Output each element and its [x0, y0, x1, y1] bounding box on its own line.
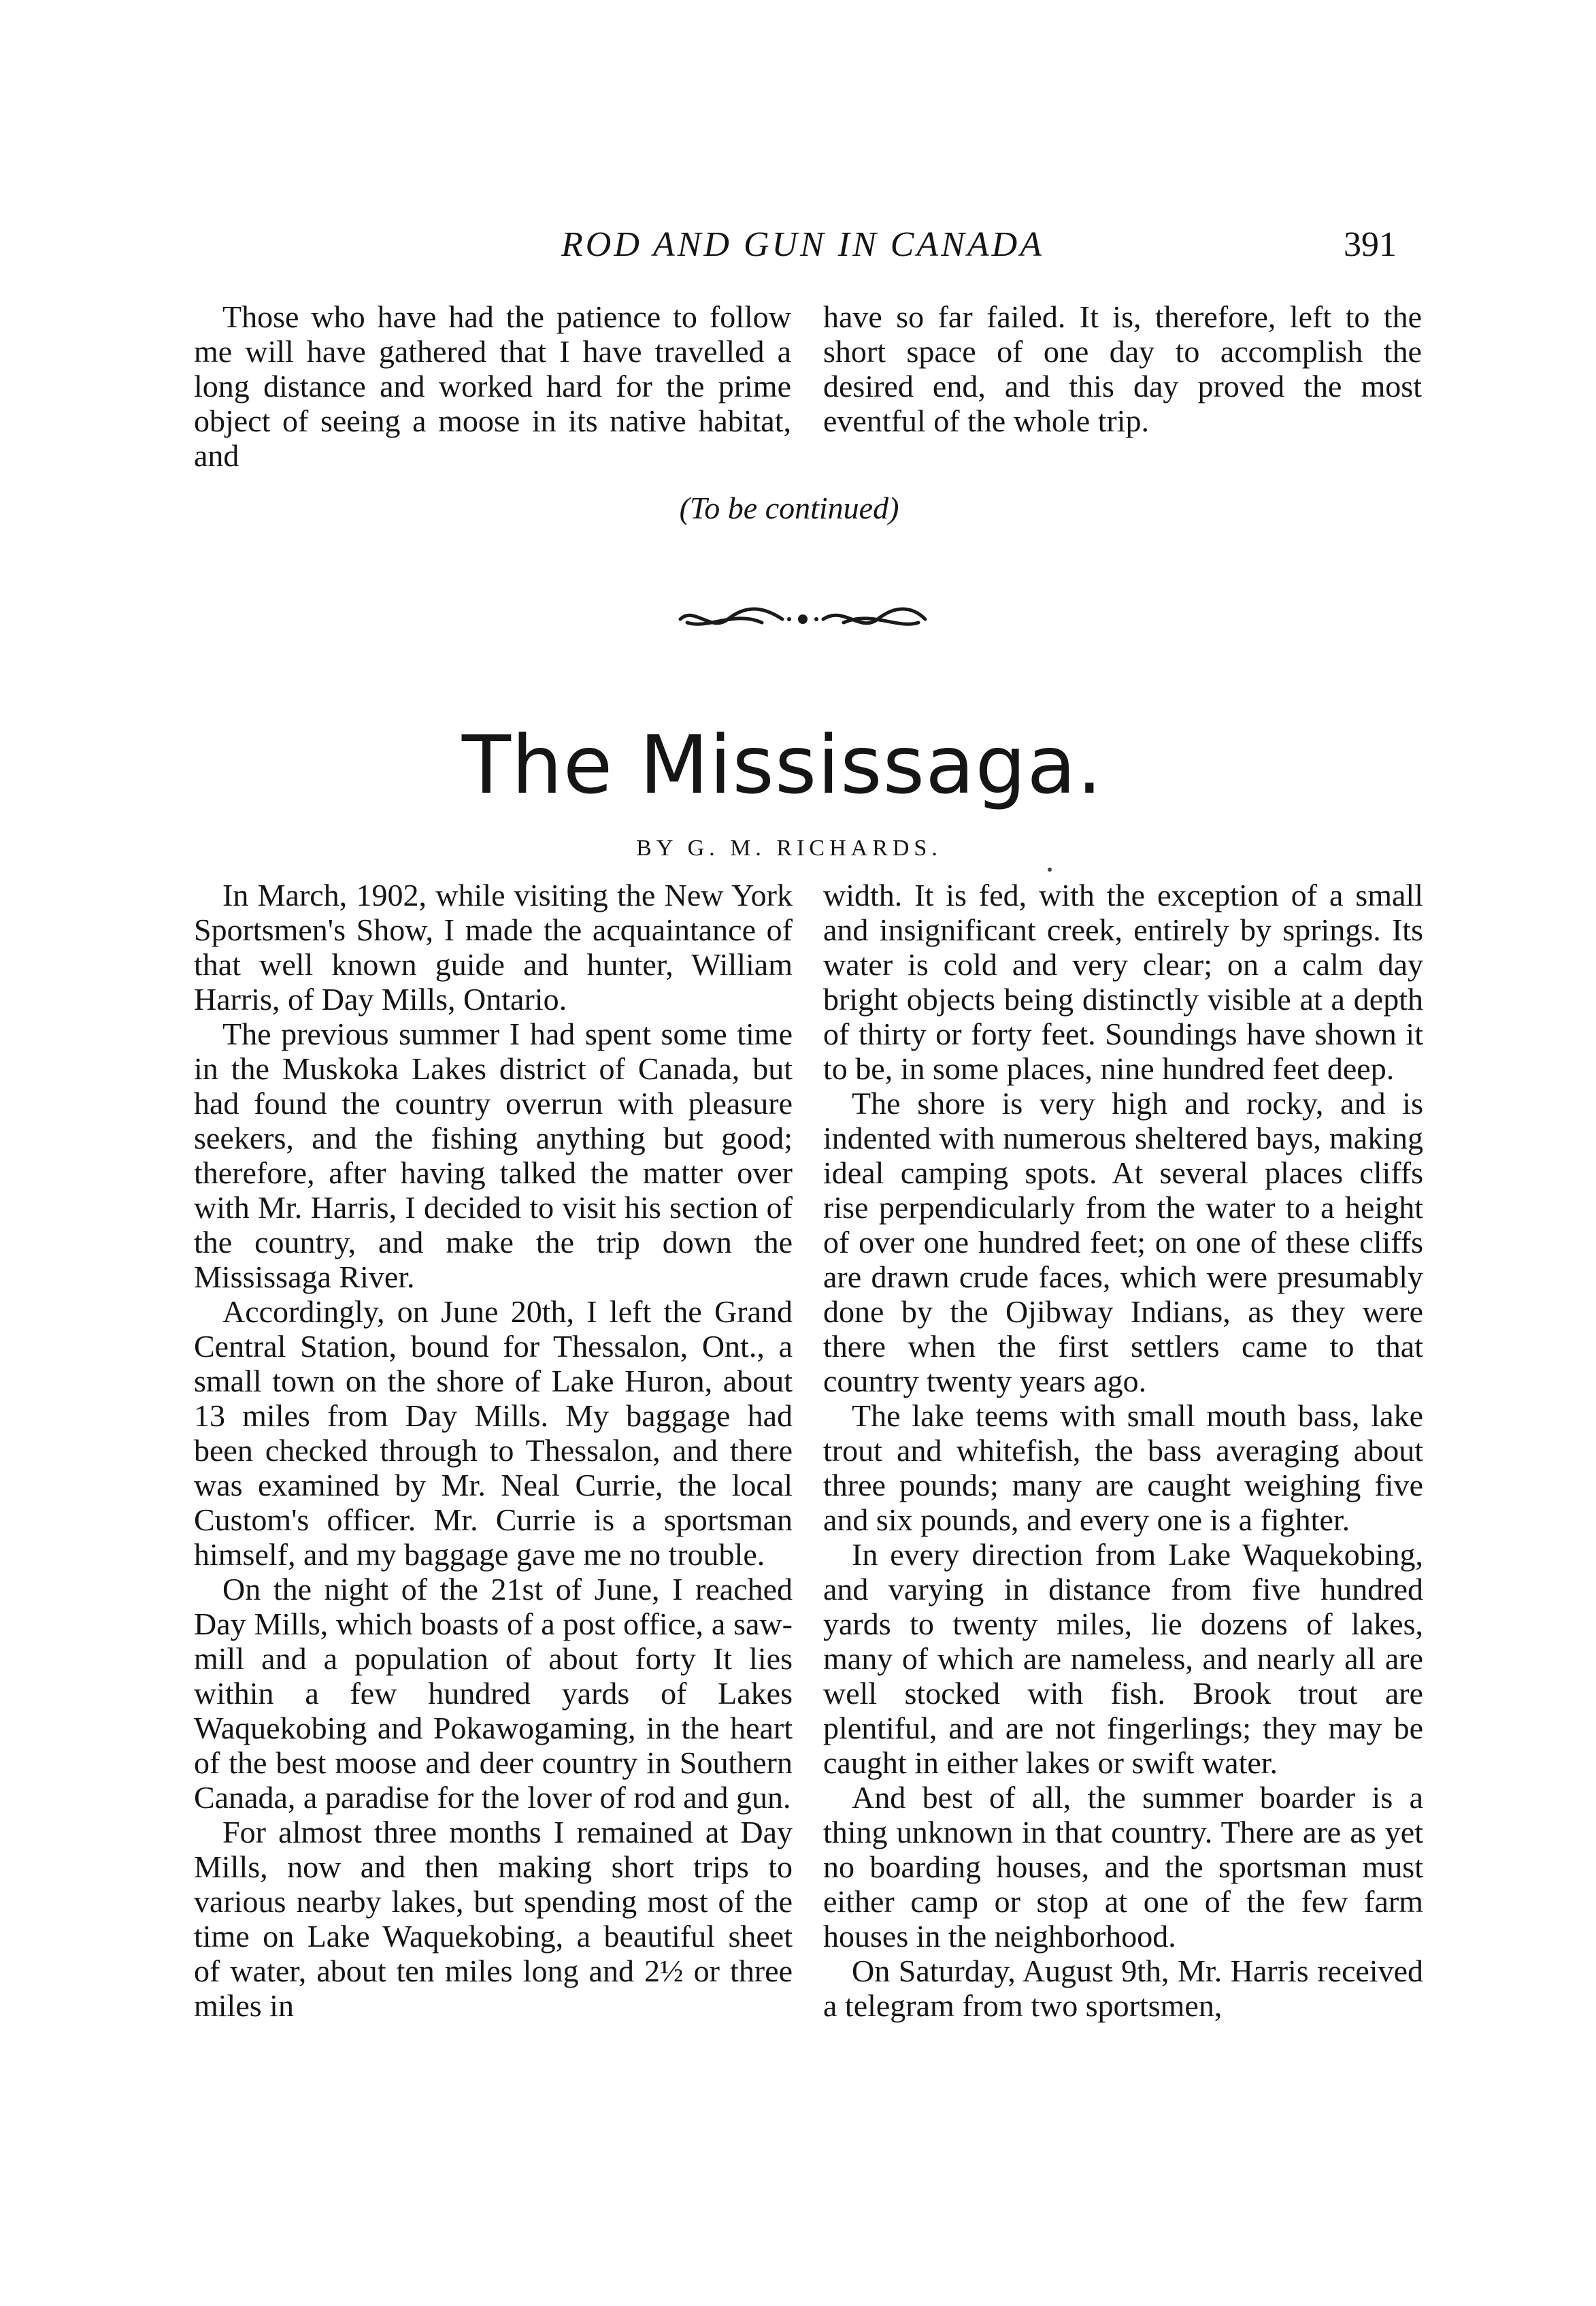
running-header-title: ROD AND GUN IN CANADA [561, 225, 1044, 264]
article-paragraph: Accordingly, on June 20th, I left the Grand Central Station, bound for Thessalon, Ont., a small town on the shore of Lake Huron, about 13 miles from Day Mills. My baggage had been checked through to Thessalon, and there was examined by Mr. Neal Currie, the local Custom's officer. Mr. Currie is a sportsman himself, and my baggage gave me no trouble. [194, 1294, 793, 1572]
article-left-column [194, 878, 793, 2023]
stray-ink-mark [1048, 868, 1052, 872]
article-paragraph: For almost three months I remained at Day Mills, now and then making short trips to various nearby lakes, but spending most of the time on Lake Waquekobing, a beautiful sheet of water, about ten miles long and 2½ or three miles in [194, 1815, 793, 2023]
previous-article-left-text: Those who have had the patience to follow me will have gathered that I have travelled a long distance and worked hard for the prime object of seeing a moose in its native habitat, and [194, 299, 791, 473]
article-byline: BY G. M. RICHARDS. [636, 836, 942, 861]
article-paragraph: The shore is very high and rocky, and is indented with numerous sheltered bays, making ideal camping spots. At several places cliffs rise perpendicularly from the water to a height of over one hundred feet; on one of these cliffs are drawn crude faces, which were presumably done by the Ojibway Indians, as they were there when the first settlers came to that country twenty years ago. [823, 1086, 1423, 1398]
previous-article-right-text: have so far failed. It is, therefore, left to the short space of one day to accomplish the desired end, and this day proved the most eventful of the whole trip. [823, 299, 1422, 438]
previous-article-left-column [194, 299, 791, 473]
article-paragraph: In March, 1902, while visiting the New York Sportsmen's Show, I made the acquaintance of that well known guide and hunter, William Harris, of Day Mills, Ontario. [194, 878, 793, 1017]
article-paragraph: The lake teems with small mouth bass, lake trout and whitefish, the bass averaging about three pounds; many are caught weighing five and six pounds, and every one is a fighter. [823, 1398, 1423, 1537]
article-paragraph: In every direction from Lake Waquekobing, and varying in distance from five hundred yards to twenty miles, lie dozens of lakes, many of which are nameless, and nearly all are well stocked with fish. Brook trout are plentiful, and are not fingerlings; they may be caught in either lakes or swift water. [823, 1537, 1423, 1780]
article-paragraph: width. It is fed, with the exception of a small and insignificant creek, entirely by springs. Its water is cold and very clear; on a calm day bright objects being distinctly visible at a depth of thirty or forty feet. Soundings have shown it to be, in some places, nine hundred feet deep. [823, 878, 1423, 1086]
article-right-column [823, 878, 1423, 2023]
article-title: The Mississaga. [461, 718, 1103, 812]
decorative-scroll-divider-icon [674, 602, 932, 636]
page-number: 391 [1344, 225, 1397, 264]
article-paragraph: The previous summer I had spent some time in the Muskoka Lakes district of Canada, but had found the country overrun with pleasure seekers, and the fishing anything but good; therefore, after having talked the matter over with Mr. Harris, I decided to visit his section of the country, and make the trip down the Mississaga River. [194, 1017, 793, 1294]
previous-article-right-column [823, 299, 1422, 438]
to-be-continued-note: (To be continued) [679, 491, 899, 525]
article-paragraph: On Saturday, August 9th, Mr. Harris received a telegram from two sportsmen, [823, 1954, 1423, 2023]
article-paragraph: On the night of the 21st of June, I reached Day Mills, which boasts of a post office, a saw-mill and a population of about forty It lies within a few hundred yards of Lakes Waquekobing and Pokawogaming, in the heart of the best moose and deer country in Southern Canada, a paradise for the lover of rod and gun. [194, 1572, 793, 1815]
article-paragraph: And best of all, the summer boarder is a thing unknown in that country. There are as yet no boarding houses, and the sportsman must either camp or stop at one of the few farm houses in the neighborhood. [823, 1780, 1423, 1954]
